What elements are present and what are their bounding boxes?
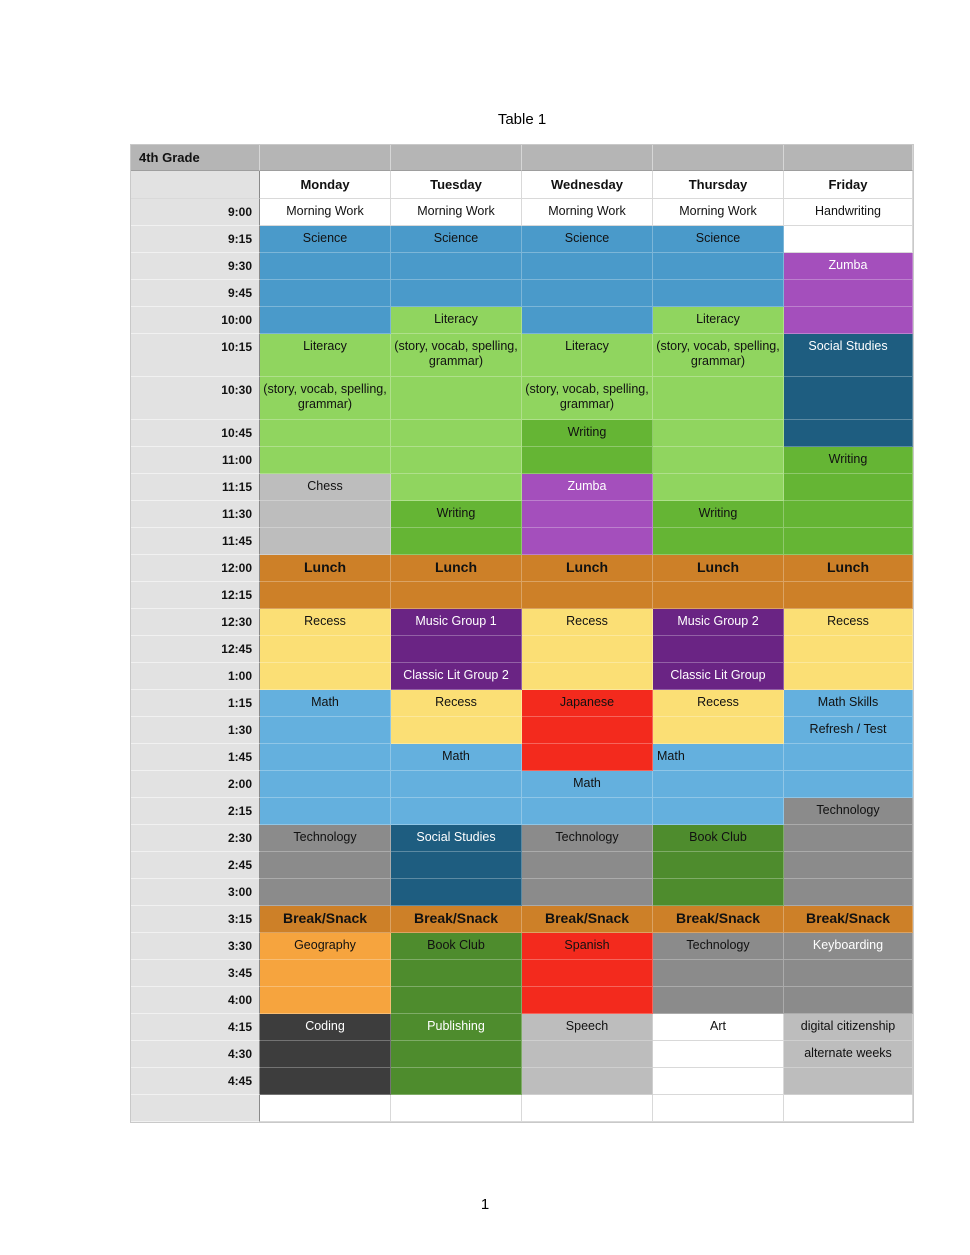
schedule-row [131,501,913,528]
schedule-cell [260,798,391,825]
schedule-cell: Technology [522,825,653,852]
schedule-cell: Recess [391,690,522,717]
schedule-cell [784,636,913,663]
schedule-cell [391,253,522,280]
schedule-cell: Recess [653,690,784,717]
time-label: 4:15 [131,1014,260,1041]
schedule-table [130,144,914,1123]
day-header-row [131,171,913,199]
schedule-cell [653,377,784,420]
schedule-cell [784,280,913,307]
schedule-cell [653,420,784,447]
schedule-row [131,879,913,906]
day-header: Monday [260,171,391,199]
schedule-cell: Book Club [391,933,522,960]
schedule-cell [391,987,522,1014]
schedule-cell [260,636,391,663]
schedule-cell [260,744,391,771]
schedule-cell [784,377,913,420]
schedule-cell [522,879,653,906]
schedule-cell [784,420,913,447]
schedule-table-wrap [130,144,914,1123]
schedule-cell [653,717,784,744]
schedule-row [131,280,913,307]
day-header: Wednesday [522,171,653,199]
schedule-cell [260,852,391,879]
schedule-row [131,1041,913,1068]
schedule-cell [653,1068,784,1095]
schedule-cell: Break/Snack [653,906,784,933]
schedule-cell [522,852,653,879]
schedule-cell: Lunch [653,555,784,582]
schedule-row [131,933,913,960]
schedule-cell [653,474,784,501]
schedule-cell [653,253,784,280]
schedule-cell [522,987,653,1014]
schedule-cell [260,253,391,280]
schedule-cell: Lunch [522,555,653,582]
schedule-row [131,528,913,555]
schedule-cell: Literacy [522,334,653,377]
schedule-cell: Break/Snack [784,906,913,933]
schedule-row [131,798,913,825]
schedule-cell: Writing [391,501,522,528]
time-label: 1:15 [131,690,260,717]
schedule-cell [260,663,391,690]
schedule-cell: Spanish [522,933,653,960]
schedule-cell: Music Group 2 [653,609,784,636]
schedule-cell: Geography [260,933,391,960]
schedule-cell: Morning Work [522,199,653,226]
time-label: 9:15 [131,226,260,253]
schedule-cell [522,528,653,555]
time-label: 3:00 [131,879,260,906]
schedule-row [131,609,913,636]
schedule-cell: (story, vocab, spelling, grammar) [522,377,653,420]
schedule-cell: Math Skills [784,690,913,717]
schedule-cell [653,960,784,987]
schedule-cell [784,528,913,555]
schedule-cell [522,636,653,663]
schedule-cell: alternate weeks [784,1041,913,1068]
schedule-cell: Classic Lit Group 2 [391,663,522,690]
schedule-cell [653,280,784,307]
schedule-row [131,582,913,609]
time-label: 2:45 [131,852,260,879]
schedule-cell [784,960,913,987]
schedule-row [131,825,913,852]
schedule-cell [260,1095,391,1122]
schedule-cell [522,582,653,609]
schedule-cell [391,528,522,555]
grade-banner-cell [260,145,391,171]
time-label: 12:00 [131,555,260,582]
time-label: 12:30 [131,609,260,636]
time-label: 4:45 [131,1068,260,1095]
schedule-cell: Break/Snack [260,906,391,933]
time-label: 11:15 [131,474,260,501]
schedule-cell [260,582,391,609]
schedule-cell [522,1068,653,1095]
time-label: 1:30 [131,717,260,744]
schedule-cell [391,771,522,798]
schedule-cell [522,744,653,771]
schedule-cell [391,1041,522,1068]
time-label: 9:30 [131,253,260,280]
schedule-row [131,906,913,933]
schedule-row [131,199,913,226]
time-column-header [131,171,260,199]
schedule-cell: Japanese [522,690,653,717]
schedule-cell: Writing [522,420,653,447]
schedule-cell: Recess [784,609,913,636]
schedule-row [131,636,913,663]
schedule-cell [391,636,522,663]
schedule-cell [653,528,784,555]
schedule-row [131,447,913,474]
schedule-cell [784,1068,913,1095]
schedule-cell: Classic Lit Group [653,663,784,690]
schedule-row [131,474,913,501]
schedule-cell: Morning Work [260,199,391,226]
schedule-cell: Break/Snack [391,906,522,933]
schedule-cell: Lunch [784,555,913,582]
schedule-cell: Publishing [391,1014,522,1041]
schedule-cell: Science [653,226,784,253]
schedule-cell: Science [391,226,522,253]
schedule-cell: Science [522,226,653,253]
time-label: 2:15 [131,798,260,825]
time-label: 2:00 [131,771,260,798]
schedule-cell: Handwriting [784,199,913,226]
table-corner-label: 4th Grade [131,145,260,171]
schedule-cell [522,307,653,334]
time-label: 9:45 [131,280,260,307]
time-label: 4:00 [131,987,260,1014]
schedule-cell [522,717,653,744]
schedule-cell: Technology [784,798,913,825]
schedule-row [131,226,913,253]
schedule-cell [260,447,391,474]
grade-banner-row [131,145,913,171]
table-caption: Table 1 [497,111,547,128]
time-label: 10:15 [131,334,260,377]
schedule-cell: Literacy [653,307,784,334]
time-label: 10:30 [131,377,260,420]
schedule-cell: Social Studies [784,334,913,377]
schedule-cell [784,663,913,690]
time-label: 11:45 [131,528,260,555]
schedule-cell: Lunch [391,555,522,582]
schedule-cell [391,852,522,879]
schedule-row [131,690,913,717]
schedule-cell [260,528,391,555]
schedule-cell [653,879,784,906]
time-label: 4:30 [131,1041,260,1068]
schedule-row [131,1014,913,1041]
schedule-cell: Chess [260,474,391,501]
schedule-cell: Math [653,744,784,771]
schedule-cell [522,447,653,474]
schedule-cell [391,960,522,987]
schedule-cell [784,226,913,253]
schedule-cell [522,798,653,825]
schedule-cell [260,501,391,528]
schedule-cell [391,420,522,447]
grade-banner-cell [653,145,784,171]
schedule-cell: Writing [653,501,784,528]
time-label: 3:45 [131,960,260,987]
schedule-cell: Zumba [784,253,913,280]
day-header: Friday [784,171,913,199]
grade-banner-cell [391,145,522,171]
schedule-cell [522,960,653,987]
schedule-cell: Zumba [522,474,653,501]
schedule-cell [391,582,522,609]
schedule-cell [784,474,913,501]
schedule-cell: Refresh / Test [784,717,913,744]
schedule-cell [784,825,913,852]
schedule-cell: Literacy [260,334,391,377]
time-label: 3:15 [131,906,260,933]
time-label: 9:00 [131,199,260,226]
schedule-cell [522,1095,653,1122]
schedule-cell: Writing [784,447,913,474]
schedule-cell [653,582,784,609]
schedule-cell: Book Club [653,825,784,852]
schedule-cell: Social Studies [391,825,522,852]
schedule-cell [653,771,784,798]
schedule-cell [784,852,913,879]
schedule-cell [784,582,913,609]
schedule-row [131,960,913,987]
schedule-cell [784,744,913,771]
time-label: 12:15 [131,582,260,609]
schedule-cell [784,987,913,1014]
schedule-cell: (story, vocab, spelling, grammar) [653,334,784,377]
schedule-cell [391,280,522,307]
schedule-row [131,420,913,447]
schedule-cell [260,960,391,987]
schedule-cell: Technology [260,825,391,852]
time-label: 11:00 [131,447,260,474]
schedule-cell: Keyboarding [784,933,913,960]
schedule-cell [653,1041,784,1068]
time-label: 2:30 [131,825,260,852]
schedule-cell [391,1095,522,1122]
schedule-cell: Lunch [260,555,391,582]
schedule-cell [391,717,522,744]
schedule-row [131,852,913,879]
day-header: Tuesday [391,171,522,199]
schedule-cell [260,1068,391,1095]
schedule-cell [260,307,391,334]
schedule-cell [260,420,391,447]
schedule-cell [653,798,784,825]
time-label: 10:00 [131,307,260,334]
schedule-cell: Music Group 1 [391,609,522,636]
schedule-cell [391,1068,522,1095]
schedule-cell [391,798,522,825]
time-label: 3:30 [131,933,260,960]
schedule-row [131,307,913,334]
schedule-cell [260,987,391,1014]
schedule-cell [391,377,522,420]
schedule-cell: Recess [260,609,391,636]
schedule-cell: Math [522,771,653,798]
schedule-cell [653,852,784,879]
schedule-cell [260,1041,391,1068]
schedule-cell [260,771,391,798]
schedule-cell [653,447,784,474]
schedule-cell: Morning Work [391,199,522,226]
schedule-row [131,377,913,420]
time-label: 11:30 [131,501,260,528]
schedule-cell: Recess [522,609,653,636]
schedule-cell [784,1095,913,1122]
schedule-cell: Math [260,690,391,717]
schedule-cell [522,1041,653,1068]
schedule-body [131,145,913,1122]
schedule-row [131,253,913,280]
schedule-cell [784,501,913,528]
schedule-cell: Art [653,1014,784,1041]
schedule-cell: Break/Snack [522,906,653,933]
schedule-cell: digital citizenship [784,1014,913,1041]
day-header: Thursday [653,171,784,199]
schedule-cell: Math [391,744,522,771]
schedule-row [131,717,913,744]
schedule-cell [522,501,653,528]
schedule-cell: Literacy [391,307,522,334]
schedule-cell: (story, vocab, spelling, grammar) [391,334,522,377]
schedule-row [131,1068,913,1095]
schedule-row [131,744,913,771]
grade-banner-cell [522,145,653,171]
schedule-row [131,555,913,582]
time-label [131,1095,260,1122]
schedule-cell: Speech [522,1014,653,1041]
schedule-row [131,1095,913,1122]
time-label: 12:45 [131,636,260,663]
time-label: 1:45 [131,744,260,771]
schedule-cell [391,474,522,501]
schedule-row [131,771,913,798]
page-number: 1 [480,1196,490,1213]
schedule-cell: Technology [653,933,784,960]
schedule-cell [522,253,653,280]
schedule-cell: Coding [260,1014,391,1041]
schedule-cell: Morning Work [653,199,784,226]
schedule-row [131,663,913,690]
schedule-cell [784,771,913,798]
schedule-cell: (story, vocab, spelling, grammar) [260,377,391,420]
schedule-cell [653,987,784,1014]
grade-banner-cell [784,145,913,171]
time-label: 10:45 [131,420,260,447]
schedule-cell [522,663,653,690]
schedule-cell: Science [260,226,391,253]
time-label: 1:00 [131,663,260,690]
schedule-cell [260,717,391,744]
schedule-row [131,987,913,1014]
schedule-cell [653,1095,784,1122]
schedule-cell [653,636,784,663]
schedule-row [131,334,913,377]
schedule-cell [522,280,653,307]
schedule-cell [391,879,522,906]
schedule-cell [784,879,913,906]
schedule-cell [260,280,391,307]
schedule-cell [784,307,913,334]
schedule-cell [260,879,391,906]
schedule-cell [391,447,522,474]
